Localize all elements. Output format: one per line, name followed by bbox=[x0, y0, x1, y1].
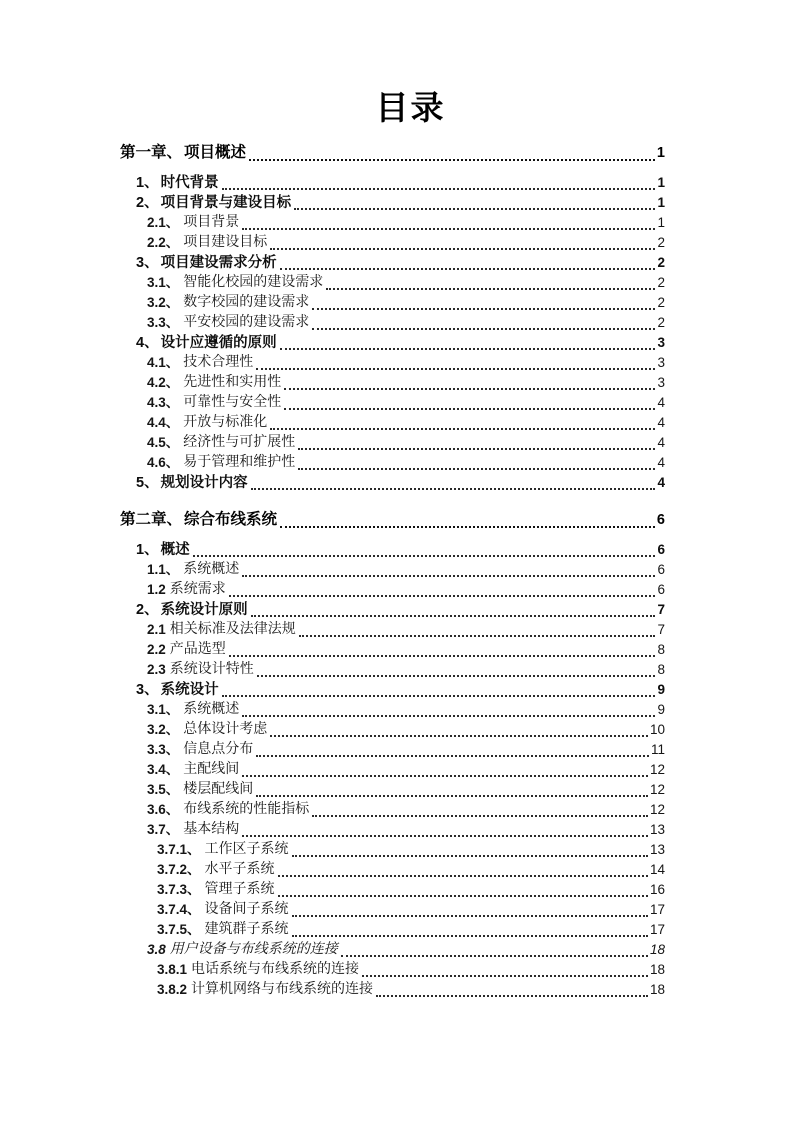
dot-leader bbox=[270, 248, 655, 250]
entry-number: 3、 bbox=[136, 682, 159, 698]
entry-number: 3.2、 bbox=[147, 295, 180, 310]
entry-page-number: 2 bbox=[657, 235, 665, 250]
entry-number: 4.4、 bbox=[147, 415, 180, 430]
entry-label bbox=[136, 473, 248, 493]
entry-title: 综合布线系统 bbox=[184, 511, 278, 528]
toc-entry[interactable] bbox=[120, 720, 665, 740]
entry-title: 相关标准及法律法规 bbox=[169, 622, 296, 637]
toc-entry[interactable] bbox=[120, 660, 665, 680]
entry-title: 技术合理性 bbox=[183, 355, 254, 370]
entry-title: 平安校园的建设需求 bbox=[183, 315, 310, 330]
dot-leader bbox=[222, 695, 656, 697]
entry-title: 基本结构 bbox=[183, 822, 240, 837]
table-of-contents bbox=[120, 142, 665, 1000]
toc-entry[interactable] bbox=[120, 920, 665, 940]
entry-number: 2.1、 bbox=[147, 215, 180, 230]
toc-entry[interactable] bbox=[120, 253, 665, 273]
dot-leader bbox=[292, 915, 648, 917]
entry-title: 设备间子系统 bbox=[204, 902, 289, 917]
entry-label bbox=[147, 660, 254, 680]
toc-entry[interactable] bbox=[120, 142, 665, 164]
dot-leader bbox=[193, 555, 656, 557]
entry-label bbox=[147, 273, 323, 293]
toc-entry[interactable] bbox=[120, 413, 665, 433]
entry-number: 1.2 bbox=[147, 582, 166, 597]
dot-leader bbox=[326, 288, 655, 290]
toc-entry[interactable] bbox=[120, 233, 665, 253]
entry-title: 电话系统与布线系统的连接 bbox=[191, 962, 360, 977]
entry-number: 1、 bbox=[136, 542, 159, 558]
entry-number: 2.2、 bbox=[147, 235, 180, 250]
dot-leader bbox=[362, 975, 648, 977]
entry-title: 规划设计内容 bbox=[160, 475, 248, 491]
dot-leader bbox=[312, 308, 655, 310]
entry-page-number: 17 bbox=[649, 922, 665, 937]
toc-entry[interactable] bbox=[120, 820, 665, 840]
entry-label bbox=[147, 620, 296, 640]
toc-entry[interactable] bbox=[120, 960, 665, 980]
entry-title: 系统概述 bbox=[183, 702, 240, 717]
entry-label bbox=[136, 193, 291, 213]
entry-title: 总体设计考虑 bbox=[183, 722, 268, 737]
toc-entry[interactable] bbox=[120, 473, 665, 493]
toc-entry[interactable] bbox=[120, 840, 665, 860]
entry-number: 4.6、 bbox=[147, 455, 180, 470]
entry-label bbox=[136, 333, 277, 353]
toc-entry[interactable] bbox=[120, 600, 665, 620]
entry-label bbox=[147, 213, 239, 233]
dot-leader bbox=[376, 995, 648, 997]
toc-entry[interactable] bbox=[120, 880, 665, 900]
toc-entry[interactable] bbox=[120, 860, 665, 880]
entry-title: 信息点分布 bbox=[183, 742, 254, 757]
entry-label bbox=[147, 453, 295, 473]
dot-leader bbox=[256, 368, 655, 370]
entry-page-number: 8 bbox=[657, 662, 665, 677]
entry-label bbox=[157, 920, 289, 940]
dot-leader bbox=[229, 655, 656, 657]
entry-label bbox=[157, 900, 289, 920]
entry-page-number: 12 bbox=[649, 762, 665, 777]
entry-title: 时代背景 bbox=[160, 175, 219, 191]
entry-label bbox=[147, 820, 239, 840]
entry-page-number: 14 bbox=[649, 862, 665, 877]
entry-number: 3.5、 bbox=[147, 782, 180, 797]
entry-page-number: 12 bbox=[649, 802, 665, 817]
entry-page-number: 18 bbox=[649, 982, 665, 997]
entry-title: 系统设计原则 bbox=[160, 602, 248, 618]
dot-leader bbox=[294, 208, 655, 210]
entry-number: 3.7.2、 bbox=[157, 862, 201, 877]
entry-title: 易于管理和维护性 bbox=[183, 455, 296, 470]
entry-number: 2.1 bbox=[147, 622, 166, 637]
entry-number: 1、 bbox=[136, 175, 159, 191]
entry-label bbox=[147, 700, 239, 720]
toc-entry[interactable] bbox=[120, 373, 665, 393]
entry-page-number: 4 bbox=[657, 415, 665, 430]
entry-title: 经济性与可扩展性 bbox=[183, 435, 296, 450]
entry-title: 项目背景 bbox=[183, 215, 240, 230]
entry-number: 2、 bbox=[136, 602, 159, 618]
entry-number: 3.7.4、 bbox=[157, 902, 201, 917]
entry-title: 项目背景与建设目标 bbox=[160, 195, 292, 211]
entry-number: 3.8.1 bbox=[157, 962, 188, 977]
entry-number: 第二章、 bbox=[120, 511, 183, 528]
entry-title: 计算机网络与布线系统的连接 bbox=[191, 982, 374, 997]
entry-number: 2.2 bbox=[147, 642, 166, 657]
dot-leader bbox=[249, 159, 655, 161]
dot-leader bbox=[298, 468, 655, 470]
toc-entry[interactable] bbox=[120, 740, 665, 760]
entry-page-number: 12 bbox=[649, 782, 665, 797]
entry-label bbox=[147, 720, 267, 740]
dot-leader bbox=[312, 815, 648, 817]
entry-page-number: 11 bbox=[650, 742, 665, 757]
toc-entry[interactable] bbox=[120, 353, 665, 373]
entry-page-number: 3 bbox=[657, 355, 665, 370]
entry-page-number: 4 bbox=[657, 395, 665, 410]
dot-leader bbox=[229, 595, 656, 597]
entry-page-number: 1 bbox=[656, 145, 665, 161]
entry-label bbox=[147, 313, 309, 333]
entry-page-number: 17 bbox=[649, 902, 665, 917]
entry-title: 项目建设需求分析 bbox=[160, 255, 277, 271]
dot-leader bbox=[256, 755, 649, 757]
entry-number: 3.7.3、 bbox=[157, 882, 201, 897]
entry-label bbox=[136, 253, 277, 273]
dot-leader bbox=[278, 875, 648, 877]
entry-number: 3.8.2 bbox=[157, 982, 188, 997]
entry-page-number: 1 bbox=[657, 215, 665, 230]
entry-title: 系统需求 bbox=[169, 582, 226, 597]
entry-title: 建筑群子系统 bbox=[204, 922, 289, 937]
entry-title: 概述 bbox=[160, 542, 190, 558]
entry-title: 水平子系统 bbox=[204, 862, 275, 877]
toc-entry[interactable] bbox=[120, 453, 665, 473]
dot-leader bbox=[242, 228, 655, 230]
entry-page-number: 4 bbox=[657, 435, 665, 450]
entry-title: 系统概述 bbox=[183, 562, 240, 577]
entry-title: 项目建设目标 bbox=[183, 235, 268, 250]
dot-leader bbox=[257, 675, 656, 677]
entry-number: 3.8 bbox=[147, 942, 166, 957]
entry-label bbox=[120, 509, 277, 531]
entry-label bbox=[136, 540, 190, 560]
dot-leader bbox=[278, 895, 648, 897]
entry-page-number: 1 bbox=[657, 195, 665, 210]
entry-page-number: 6 bbox=[657, 542, 665, 557]
entry-label bbox=[147, 740, 253, 760]
dot-leader bbox=[292, 935, 648, 937]
entry-label bbox=[147, 433, 295, 453]
entry-title: 系统设计特性 bbox=[169, 662, 254, 677]
entry-page-number: 8 bbox=[657, 642, 665, 657]
document-title: 目录 bbox=[375, 91, 446, 127]
entry-title: 设计应遵循的原则 bbox=[160, 335, 277, 351]
dot-leader bbox=[284, 408, 655, 410]
toc-entry[interactable] bbox=[120, 940, 665, 960]
dot-leader bbox=[312, 328, 655, 330]
toc-entry[interactable] bbox=[120, 540, 665, 560]
entry-title: 智能化校园的建设需求 bbox=[183, 275, 324, 290]
dot-leader bbox=[251, 488, 656, 490]
dot-leader bbox=[280, 268, 656, 270]
entry-label bbox=[136, 173, 219, 193]
entry-label bbox=[157, 860, 275, 880]
entry-page-number: 3 bbox=[657, 335, 665, 350]
entry-label bbox=[147, 800, 309, 820]
entry-page-number: 4 bbox=[657, 455, 665, 470]
entry-title: 项目概述 bbox=[184, 144, 247, 161]
entry-page-number: 2 bbox=[657, 315, 665, 330]
entry-page-number: 10 bbox=[649, 722, 665, 737]
toc-entry[interactable] bbox=[120, 800, 665, 820]
entry-number: 4.2、 bbox=[147, 375, 180, 390]
toc-entry[interactable] bbox=[120, 293, 665, 313]
dot-leader bbox=[270, 735, 648, 737]
entry-page-number: 2 bbox=[657, 275, 665, 290]
entry-title: 产品选型 bbox=[169, 642, 226, 657]
entry-number: 3.4、 bbox=[147, 762, 180, 777]
entry-number: 第一章、 bbox=[120, 144, 183, 161]
entry-page-number: 7 bbox=[657, 602, 665, 617]
dot-leader bbox=[299, 635, 656, 637]
entry-title: 数字校园的建设需求 bbox=[183, 295, 310, 310]
entry-label bbox=[147, 353, 253, 373]
entry-page-number: 9 bbox=[657, 682, 665, 697]
dot-leader bbox=[280, 526, 655, 528]
dot-leader bbox=[292, 855, 648, 857]
toc-entry[interactable] bbox=[120, 700, 665, 720]
entry-label bbox=[147, 640, 226, 660]
entry-number: 5、 bbox=[136, 475, 159, 491]
entry-page-number: 3 bbox=[657, 375, 665, 390]
entry-number: 3.3、 bbox=[147, 315, 180, 330]
dot-leader bbox=[242, 775, 648, 777]
entry-number: 4、 bbox=[136, 335, 159, 351]
entry-page-number: 4 bbox=[657, 475, 665, 490]
toc-entry[interactable] bbox=[120, 680, 665, 700]
entry-label bbox=[147, 233, 267, 253]
entry-title: 布线系统的性能指标 bbox=[183, 802, 310, 817]
entry-number: 3.1、 bbox=[147, 702, 180, 717]
entry-label bbox=[157, 840, 289, 860]
entry-label bbox=[157, 980, 373, 1000]
entry-page-number: 2 bbox=[657, 295, 665, 310]
entry-title: 用户设备与布线系统的连接 bbox=[169, 942, 338, 957]
entry-number: 3、 bbox=[136, 255, 159, 271]
toc-entry[interactable] bbox=[120, 509, 665, 531]
dot-leader bbox=[242, 715, 655, 717]
entry-number: 4.3、 bbox=[147, 395, 180, 410]
dot-leader bbox=[251, 615, 656, 617]
dot-leader bbox=[270, 428, 655, 430]
entry-page-number: 1 bbox=[657, 175, 665, 190]
entry-number: 3.6、 bbox=[147, 802, 180, 817]
toc-entry[interactable] bbox=[120, 173, 665, 193]
entry-title: 可靠性与安全性 bbox=[183, 395, 282, 410]
toc-entry[interactable] bbox=[120, 313, 665, 333]
toc-entry[interactable] bbox=[120, 780, 665, 800]
entry-page-number: 9 bbox=[657, 702, 665, 717]
entry-title: 主配线间 bbox=[183, 762, 240, 777]
entry-number: 2、 bbox=[136, 195, 159, 211]
entry-label bbox=[147, 580, 226, 600]
entry-number: 3.1、 bbox=[147, 275, 180, 290]
entry-label bbox=[136, 680, 219, 700]
entry-number: 3.7.1、 bbox=[157, 842, 201, 857]
entry-title: 楼层配线间 bbox=[183, 782, 254, 797]
toc-entry[interactable] bbox=[120, 213, 665, 233]
entry-label bbox=[147, 293, 309, 313]
entry-page-number: 6 bbox=[657, 562, 665, 577]
toc-entry[interactable] bbox=[120, 393, 665, 413]
toc-entry[interactable] bbox=[120, 980, 665, 1000]
entry-number: 4.1、 bbox=[147, 355, 180, 370]
dot-leader bbox=[280, 348, 656, 350]
dot-leader bbox=[222, 188, 656, 190]
toc-entry[interactable] bbox=[120, 273, 665, 293]
entry-title: 工作区子系统 bbox=[204, 842, 289, 857]
entry-page-number: 13 bbox=[649, 842, 665, 857]
entry-number: 3.7、 bbox=[147, 822, 180, 837]
entry-title: 管理子系统 bbox=[204, 882, 275, 897]
entry-title: 先进性和实用性 bbox=[183, 375, 282, 390]
entry-label bbox=[147, 393, 281, 413]
entry-page-number: 2 bbox=[657, 255, 665, 270]
toc-entry[interactable] bbox=[120, 333, 665, 353]
entry-number: 3.3、 bbox=[147, 742, 180, 757]
toc-entry[interactable] bbox=[120, 560, 665, 580]
entry-label bbox=[147, 560, 239, 580]
dot-leader bbox=[341, 955, 648, 957]
toc-entry[interactable] bbox=[120, 640, 665, 660]
entry-page-number: 18 bbox=[649, 942, 665, 957]
entry-page-number: 6 bbox=[657, 582, 665, 597]
toc-entry[interactable] bbox=[120, 900, 665, 920]
dot-leader bbox=[242, 575, 655, 577]
entry-title: 系统设计 bbox=[160, 682, 219, 698]
entry-number: 4.5、 bbox=[147, 435, 180, 450]
toc-entry[interactable] bbox=[120, 580, 665, 600]
entry-label bbox=[147, 940, 338, 960]
entry-label bbox=[147, 373, 281, 393]
dot-leader bbox=[284, 388, 655, 390]
entry-label bbox=[147, 413, 267, 433]
entry-label bbox=[157, 960, 359, 980]
toc-entry[interactable] bbox=[120, 760, 665, 780]
entry-label bbox=[147, 760, 239, 780]
entry-page-number: 6 bbox=[656, 512, 665, 528]
dot-leader bbox=[298, 448, 655, 450]
entry-number: 3.7.5、 bbox=[157, 922, 201, 937]
entry-page-number: 7 bbox=[657, 622, 665, 637]
dot-leader bbox=[242, 835, 648, 837]
entry-label bbox=[120, 142, 246, 164]
entry-page-number: 13 bbox=[649, 822, 665, 837]
toc-entry[interactable] bbox=[120, 193, 665, 213]
entry-number: 1.1、 bbox=[147, 562, 180, 577]
entry-label bbox=[136, 600, 248, 620]
entry-number: 3.2、 bbox=[147, 722, 180, 737]
toc-entry[interactable] bbox=[120, 620, 665, 640]
dot-leader bbox=[256, 795, 648, 797]
entry-page-number: 16 bbox=[649, 882, 665, 897]
entry-label bbox=[157, 880, 275, 900]
entry-title: 开放与标准化 bbox=[183, 415, 268, 430]
toc-entry[interactable] bbox=[120, 433, 665, 453]
entry-page-number: 18 bbox=[649, 962, 665, 977]
entry-label bbox=[147, 780, 253, 800]
entry-number: 2.3 bbox=[147, 662, 166, 677]
